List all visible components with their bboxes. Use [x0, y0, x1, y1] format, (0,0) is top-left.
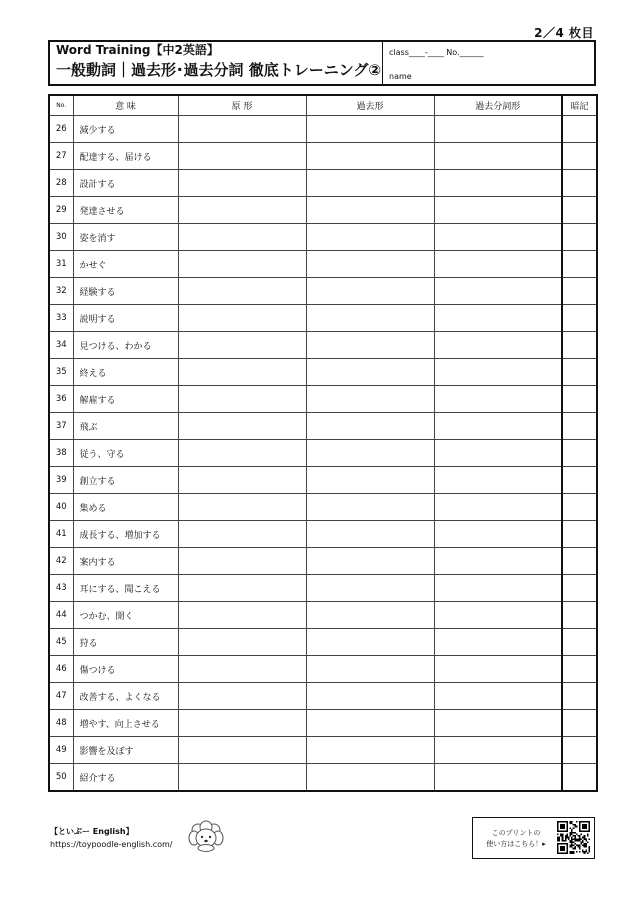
memorized-check-cell[interactable]: [562, 224, 597, 251]
memorized-check-cell[interactable]: [562, 521, 597, 548]
past-form-answer-cell[interactable]: [306, 386, 434, 413]
memorized-check-cell[interactable]: [562, 251, 597, 278]
column-header-past-participle: 過去分詞形: [434, 95, 562, 116]
table-row: [49, 143, 597, 170]
past-participle-answer-cell[interactable]: [434, 602, 562, 629]
past-form-answer-cell[interactable]: [306, 413, 434, 440]
row-number: 43: [49, 575, 73, 602]
past-participle-answer-cell[interactable]: [434, 278, 562, 305]
past-participle-answer-cell[interactable]: [434, 737, 562, 764]
memorized-check-cell[interactable]: [562, 683, 597, 710]
base-form-answer-cell[interactable]: [178, 251, 306, 278]
row-number: 30: [49, 224, 73, 251]
table-header-row: [49, 95, 597, 116]
past-participle-answer-cell[interactable]: [434, 764, 562, 792]
base-form-answer-cell[interactable]: [178, 332, 306, 359]
base-form-answer-cell[interactable]: [178, 440, 306, 467]
past-participle-answer-cell[interactable]: [434, 251, 562, 278]
row-meaning: 発達させる: [73, 197, 178, 224]
table-row: [49, 440, 597, 467]
table-row: [49, 629, 597, 656]
row-number: 35: [49, 359, 73, 386]
base-form-answer-cell[interactable]: [178, 575, 306, 602]
base-form-answer-cell[interactable]: [178, 467, 306, 494]
memorized-check-cell[interactable]: [562, 494, 597, 521]
memorized-check-cell[interactable]: [562, 332, 597, 359]
column-header-past: 過去形: [306, 95, 434, 116]
table-row: [49, 764, 597, 792]
past-participle-answer-cell[interactable]: [434, 332, 562, 359]
past-participle-answer-cell[interactable]: [434, 656, 562, 683]
past-participle-answer-cell[interactable]: [434, 197, 562, 224]
base-form-answer-cell[interactable]: [178, 494, 306, 521]
row-number: 28: [49, 170, 73, 197]
base-form-answer-cell[interactable]: [178, 143, 306, 170]
table-row: [49, 737, 597, 764]
past-form-answer-cell[interactable]: [306, 548, 434, 575]
past-form-answer-cell[interactable]: [306, 305, 434, 332]
table-body: [49, 116, 597, 792]
table-row: [49, 467, 597, 494]
past-participle-answer-cell[interactable]: [434, 143, 562, 170]
howto-text: [477, 828, 555, 850]
base-form-answer-cell[interactable]: [178, 305, 306, 332]
past-form-answer-cell[interactable]: [306, 602, 434, 629]
table-row: [49, 548, 597, 575]
memorized-check-cell[interactable]: [562, 575, 597, 602]
row-meaning: 創立する: [73, 467, 178, 494]
past-participle-answer-cell[interactable]: [434, 467, 562, 494]
row-meaning: 飛ぶ: [73, 413, 178, 440]
row-meaning: 紹介する: [73, 764, 178, 792]
past-form-answer-cell[interactable]: [306, 467, 434, 494]
row-number: 45: [49, 629, 73, 656]
memorized-check-cell[interactable]: [562, 386, 597, 413]
base-form-answer-cell[interactable]: [178, 629, 306, 656]
row-meaning: 集める: [73, 494, 178, 521]
past-form-answer-cell[interactable]: [306, 143, 434, 170]
past-form-answer-cell[interactable]: [306, 116, 434, 143]
row-meaning: 従う、守る: [73, 440, 178, 467]
row-meaning: 配達する、届ける: [73, 143, 178, 170]
row-number: 31: [49, 251, 73, 278]
row-number: 46: [49, 656, 73, 683]
memorized-check-cell[interactable]: [562, 710, 597, 737]
table-row: [49, 602, 597, 629]
table-row: [49, 251, 597, 278]
row-meaning: 狩る: [73, 629, 178, 656]
memorized-check-cell[interactable]: [562, 197, 597, 224]
past-form-answer-cell[interactable]: [306, 440, 434, 467]
row-meaning: 設計する: [73, 170, 178, 197]
row-meaning: 見つける、わかる: [73, 332, 178, 359]
past-form-answer-cell[interactable]: [306, 332, 434, 359]
memorized-check-cell[interactable]: [562, 656, 597, 683]
past-form-answer-cell[interactable]: [306, 494, 434, 521]
past-participle-answer-cell[interactable]: [434, 413, 562, 440]
row-number: 47: [49, 683, 73, 710]
memorized-check-cell[interactable]: [562, 440, 597, 467]
memorized-check-cell[interactable]: [562, 278, 597, 305]
row-number: 44: [49, 602, 73, 629]
row-meaning: 傷つける: [73, 656, 178, 683]
row-number: 48: [49, 710, 73, 737]
table-row: [49, 278, 597, 305]
footer-url[interactable]: https://toypoodle-english.com/: [50, 840, 173, 849]
memorized-check-cell[interactable]: [562, 467, 597, 494]
name-field[interactable]: name: [389, 72, 412, 81]
past-form-answer-cell[interactable]: [306, 359, 434, 386]
base-form-answer-cell[interactable]: [178, 602, 306, 629]
past-participle-answer-cell[interactable]: [434, 494, 562, 521]
row-number: 33: [49, 305, 73, 332]
qr-code-icon[interactable]: [557, 821, 590, 854]
page-number: 2／4 枚目: [534, 26, 594, 40]
memorized-check-cell[interactable]: [562, 602, 597, 629]
row-number: 29: [49, 197, 73, 224]
header-title-line1: Word Training【中2英語】: [56, 43, 219, 57]
table-row: [49, 710, 597, 737]
row-meaning: 減少する: [73, 116, 178, 143]
past-participle-answer-cell[interactable]: [434, 521, 562, 548]
table-row: [49, 656, 597, 683]
howto-line1: このプリントの: [491, 829, 541, 837]
table-row: [49, 116, 597, 143]
row-number: 40: [49, 494, 73, 521]
base-form-answer-cell[interactable]: [178, 683, 306, 710]
table-row: [49, 683, 597, 710]
past-participle-answer-cell[interactable]: [434, 224, 562, 251]
row-meaning: 改善する、よくなる: [73, 683, 178, 710]
memorized-check-cell[interactable]: [562, 413, 597, 440]
table-row: [49, 413, 597, 440]
base-form-answer-cell[interactable]: [178, 548, 306, 575]
row-meaning: 成長する、増加する: [73, 521, 178, 548]
table-row: [49, 521, 597, 548]
table-row: [49, 359, 597, 386]
row-number: 32: [49, 278, 73, 305]
row-number: 49: [49, 737, 73, 764]
past-participle-answer-cell[interactable]: [434, 683, 562, 710]
row-number: 41: [49, 521, 73, 548]
row-number: 39: [49, 467, 73, 494]
past-participle-answer-cell[interactable]: [434, 116, 562, 143]
memorized-check-cell[interactable]: [562, 170, 597, 197]
memorized-check-cell[interactable]: [562, 629, 597, 656]
row-meaning: 耳にする、聞こえる: [73, 575, 178, 602]
past-form-answer-cell[interactable]: [306, 521, 434, 548]
base-form-answer-cell[interactable]: [178, 386, 306, 413]
base-form-answer-cell[interactable]: [178, 359, 306, 386]
column-header-no: No.: [49, 95, 73, 116]
past-form-answer-cell[interactable]: [306, 197, 434, 224]
past-participle-answer-cell[interactable]: [434, 305, 562, 332]
column-header-memorized: 暗記: [562, 95, 597, 116]
past-participle-answer-cell[interactable]: [434, 710, 562, 737]
past-participle-answer-cell[interactable]: [434, 170, 562, 197]
memorized-check-cell[interactable]: [562, 737, 597, 764]
table-row: [49, 170, 597, 197]
past-participle-answer-cell[interactable]: [434, 359, 562, 386]
base-form-answer-cell[interactable]: [178, 656, 306, 683]
past-participle-answer-cell[interactable]: [434, 386, 562, 413]
row-meaning: つかむ、開く: [73, 602, 178, 629]
row-meaning: 案内する: [73, 548, 178, 575]
howto-line2: 使い方はこちら！▸: [486, 840, 546, 848]
row-number: 42: [49, 548, 73, 575]
base-form-answer-cell[interactable]: [178, 764, 306, 792]
row-number: 37: [49, 413, 73, 440]
past-form-answer-cell[interactable]: [306, 575, 434, 602]
memorized-check-cell[interactable]: [562, 143, 597, 170]
table-row: [49, 494, 597, 521]
row-meaning: 説明する: [73, 305, 178, 332]
base-form-answer-cell[interactable]: [178, 521, 306, 548]
howto-link-box[interactable]: [472, 817, 595, 859]
memorized-check-cell[interactable]: [562, 305, 597, 332]
column-header-base: 原 形: [178, 95, 306, 116]
verb-table: [48, 94, 598, 792]
past-form-answer-cell[interactable]: [306, 278, 434, 305]
poodle-mascot-icon: [186, 818, 226, 852]
past-participle-answer-cell[interactable]: [434, 629, 562, 656]
memorized-check-cell[interactable]: [562, 359, 597, 386]
past-form-answer-cell[interactable]: [306, 710, 434, 737]
past-participle-answer-cell[interactable]: [434, 575, 562, 602]
past-form-answer-cell[interactable]: [306, 764, 434, 792]
row-meaning: 終える: [73, 359, 178, 386]
base-form-answer-cell[interactable]: [178, 737, 306, 764]
row-meaning: かせぐ: [73, 251, 178, 278]
past-form-answer-cell[interactable]: [306, 629, 434, 656]
row-number: 36: [49, 386, 73, 413]
row-meaning: 解雇する: [73, 386, 178, 413]
student-info-block: [383, 42, 594, 84]
footer-brand: 【といぷー English】: [50, 827, 134, 836]
row-meaning: 姿を消す: [73, 224, 178, 251]
column-header-meaning: 意 味: [73, 95, 178, 116]
memorized-check-cell[interactable]: [562, 548, 597, 575]
table-row: [49, 224, 597, 251]
memorized-check-cell[interactable]: [562, 116, 597, 143]
memorized-check-cell[interactable]: [562, 764, 597, 792]
table-row: [49, 305, 597, 332]
past-participle-answer-cell[interactable]: [434, 548, 562, 575]
row-meaning: 経験する: [73, 278, 178, 305]
table-row: [49, 575, 597, 602]
row-number: 50: [49, 764, 73, 792]
past-form-answer-cell[interactable]: [306, 683, 434, 710]
header-title-block: [50, 42, 383, 84]
base-form-answer-cell[interactable]: [178, 116, 306, 143]
past-form-answer-cell[interactable]: [306, 656, 434, 683]
past-form-answer-cell[interactable]: [306, 737, 434, 764]
worksheet-header: [48, 40, 596, 86]
row-number: 38: [49, 440, 73, 467]
base-form-answer-cell[interactable]: [178, 170, 306, 197]
past-form-answer-cell[interactable]: [306, 251, 434, 278]
table-row: [49, 197, 597, 224]
table-row: [49, 332, 597, 359]
row-number: 34: [49, 332, 73, 359]
class-field[interactable]: class____-____ No.______: [389, 48, 484, 57]
row-number: 26: [49, 116, 73, 143]
base-form-answer-cell[interactable]: [178, 197, 306, 224]
past-participle-answer-cell[interactable]: [434, 440, 562, 467]
header-title-line2: 一般動詞｜過去形･過去分詞 徹底トレーニング②: [56, 61, 382, 79]
base-form-answer-cell[interactable]: [178, 710, 306, 737]
row-number: 27: [49, 143, 73, 170]
past-form-answer-cell[interactable]: [306, 170, 434, 197]
table-row: [49, 386, 597, 413]
base-form-answer-cell[interactable]: [178, 413, 306, 440]
base-form-answer-cell[interactable]: [178, 278, 306, 305]
base-form-answer-cell[interactable]: [178, 224, 306, 251]
row-meaning: 増やす、向上させる: [73, 710, 178, 737]
row-meaning: 影響を及ぼす: [73, 737, 178, 764]
past-form-answer-cell[interactable]: [306, 224, 434, 251]
